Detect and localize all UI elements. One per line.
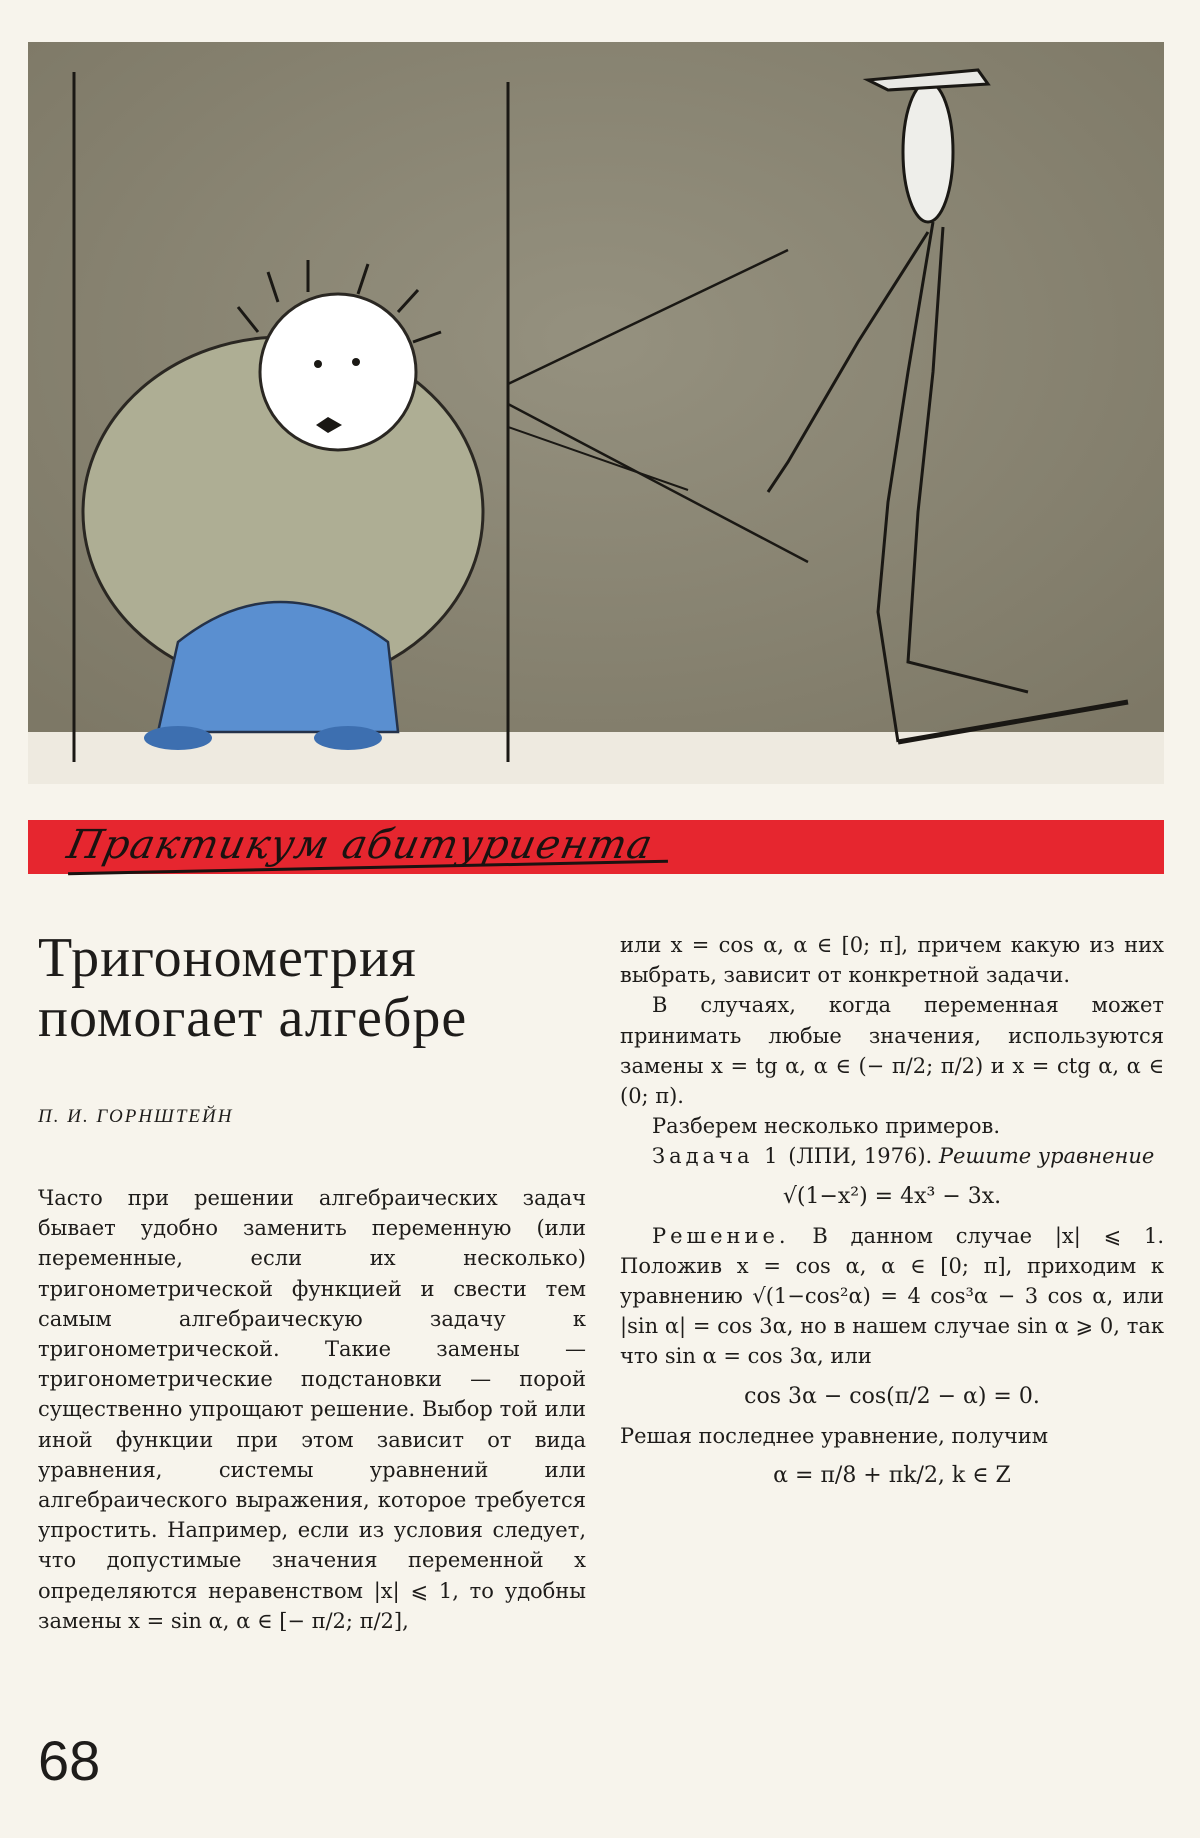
banner-title: Практикум абитуриента (63, 822, 658, 868)
cartoon-illustration (28, 42, 1164, 784)
author-name: П. И. ГОРНШТЕЙН (38, 1106, 234, 1127)
equation-2: cos 3α − cos(π/2 − α) = 0. (744, 1383, 1040, 1409)
task-label: Задача 1 (652, 1144, 782, 1169)
left-eye (314, 360, 322, 368)
left-column (38, 928, 586, 1636)
paragraph-cos-substitution: или x = cos α, α ∈ [0; π], причем какую из них выбрать, зависит от конкретной задачи. (620, 933, 1164, 988)
task-statement (620, 1141, 1164, 1171)
right-shoe (314, 726, 382, 750)
solution-text: В данном случае |x| ⩽ 1. Положив x = cos α, α ∈ [0; π], приходим к уравнению √(1−cos²α) = 4 cos³α − 3 cos α, или |sin α| = cos 3α, но в нашем случае sin α ⩾ 0, так что sin α = cos 3α, или (620, 1223, 1164, 1369)
title-line-2: помогает алгебре (38, 987, 468, 1049)
paragraph-examples-intro: Разберем несколько примеров. (652, 1114, 1001, 1139)
left-shoe (144, 726, 212, 750)
article-title (38, 928, 586, 1048)
right-eye (352, 358, 360, 366)
intro-paragraph: Часто при решении алгебраических задач бывает удобно заменить переменную (или переменные, если их несколько) тригонометрической функцией и свести тем самым алгебраическую задачу к тригонометрической. Такие замены — тригонометрические подстановки — порой существенно упрощают решение. Выбор той или иной функции при этом зависит от вида уравнения, системы уравнений или алгебраического выражения, которое требуется упростить. Например, если из условия следует, что допустимые значения переменной x определяются неравенством |x| ⩽ 1, то удобны замены x = sin α, α ∈ [− π/2; π/2], (38, 1186, 586, 1633)
title-line-1: Тригонометрия (38, 927, 417, 989)
right-column (620, 930, 1164, 1500)
task-source: (ЛПИ, 1976). (788, 1144, 933, 1169)
equation-3: α = π/8 + πk/2, k ∈ Z (773, 1462, 1011, 1488)
task-instruction: Решите уравнение (938, 1144, 1155, 1169)
solution-paragraph (620, 1221, 1164, 1372)
equation-1: √(1−x²) = 4x³ − 3x. (782, 1183, 1002, 1209)
paragraph-solving: Решая последнее уравнение, получим (620, 1423, 1049, 1448)
section-banner (28, 820, 1164, 874)
page-number: 68 (38, 1729, 101, 1792)
paragraph-tg-substitution: В случаях, когда переменная может принимать любые значения, используются замены x = tg α, α ∈ (− π/2; π/2) и x = ctg α, α ∈ (0; π). (620, 993, 1164, 1109)
thin-figure-head (903, 82, 953, 222)
solution-label: Решение. (652, 1223, 790, 1248)
cartoon-drawing (28, 42, 1164, 784)
